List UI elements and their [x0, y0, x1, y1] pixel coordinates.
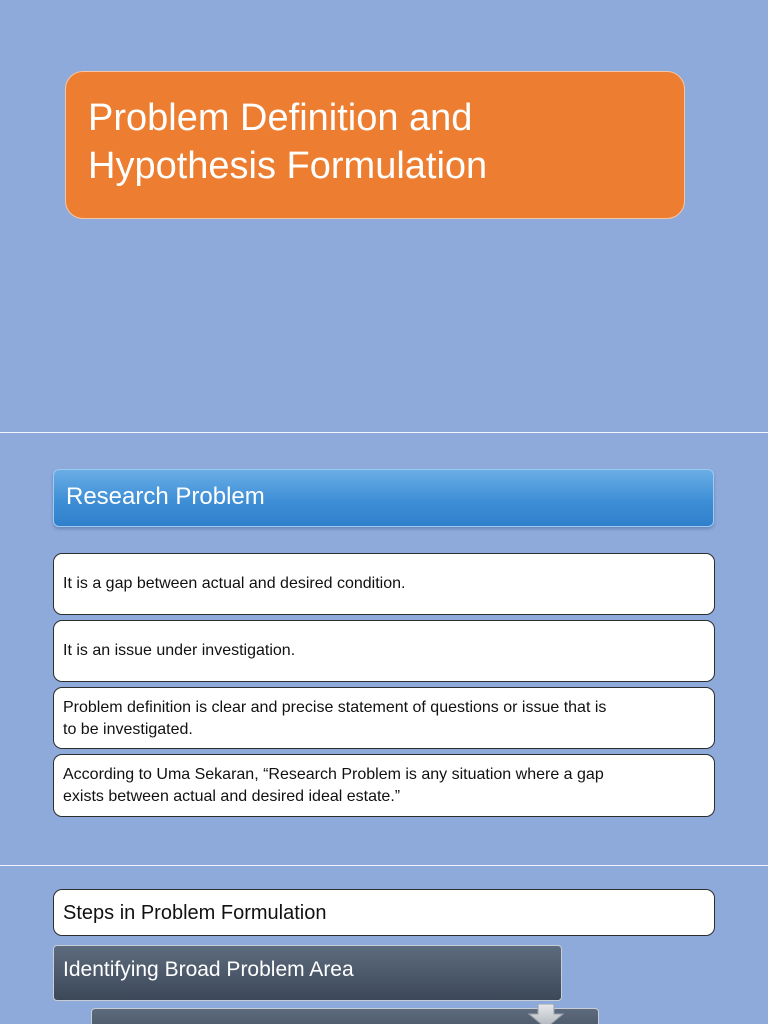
- title-line-2: Hypothesis Formulation: [88, 145, 488, 187]
- research-problem-heading: Research Problem: [66, 483, 265, 510]
- definition-text-1: [63, 573, 702, 595]
- definition-item-3: [53, 687, 715, 749]
- definition-item-2: [53, 620, 715, 682]
- definition-item-4: [53, 754, 715, 817]
- definition-text-4-line-1: According to Uma Sekaran, “Research Problem is any situation where a gap: [63, 766, 604, 783]
- definition-text-1-line-1: It is a gap between actual and desired condition.: [63, 575, 406, 592]
- title-line-1: Problem Definition and: [88, 97, 473, 139]
- title-box: [65, 71, 685, 219]
- research-problem-header: [53, 469, 714, 527]
- slide-title-text: [88, 94, 668, 190]
- definition-text-2: [63, 640, 702, 662]
- steps-header-box: [53, 889, 715, 936]
- definition-text-3-line-1: Problem definition is clear and precise statement of questions or issue that is: [63, 699, 607, 716]
- step-1-label: Identifying Broad Problem Area: [63, 958, 354, 981]
- step-1-box: [53, 945, 562, 1001]
- slide-problem-formulation: [0, 866, 768, 1024]
- definition-text-3: [63, 697, 702, 741]
- definition-text-3-line-2: to be investigated.: [63, 721, 193, 738]
- down-arrow-icon: [528, 1004, 564, 1024]
- steps-heading: Steps in Problem Formulation: [63, 902, 327, 924]
- definition-item-1: [53, 553, 715, 615]
- definition-text-2-line-1: It is an issue under investigation.: [63, 642, 296, 659]
- slide-title: [0, 0, 768, 432]
- definition-text-4: [63, 764, 702, 808]
- definition-text-4-line-2: exists between actual and desired ideal estate.”: [63, 788, 401, 805]
- step-2-box: [91, 1008, 599, 1024]
- slide-research-problem: [0, 433, 768, 865]
